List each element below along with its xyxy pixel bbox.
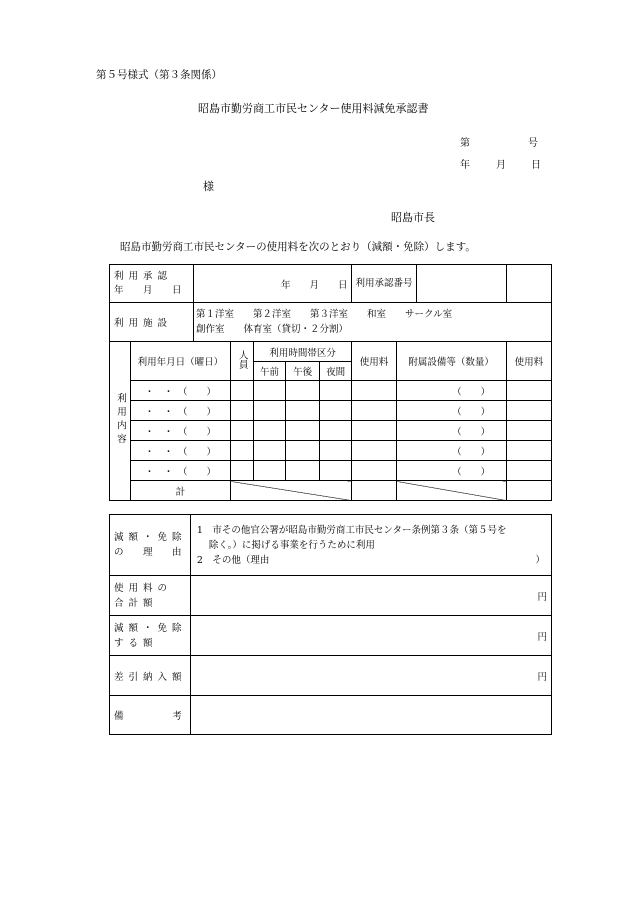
header-fee: 使用料 <box>352 342 396 381</box>
total-fee[interactable] <box>352 481 396 501</box>
row-date[interactable]: ・ ・ （ ） <box>130 421 230 441</box>
approval-number-label: 利用承認番号 <box>355 265 417 302</box>
table-row <box>110 421 552 441</box>
reason-label: 減額・免除 <box>114 532 187 543</box>
approval-number-value[interactable] <box>506 265 551 303</box>
number-go: 号 <box>528 138 538 149</box>
reason-option-2: 2 その他（理由 <box>196 554 270 566</box>
intro-text: 昭島市勤労商工市民センターの使用料を次のとおり（減額・免除）します。 <box>120 241 476 253</box>
row-date[interactable]: ・ ・ （ ） <box>130 381 230 401</box>
row-equipment[interactable]: （ ） <box>396 421 506 441</box>
remarks-value[interactable] <box>190 696 551 735</box>
reduction-amount-value[interactable]: 円 <box>190 616 551 656</box>
header-persons: 人員 <box>236 350 248 369</box>
total-fee-value[interactable]: 円 <box>190 576 551 616</box>
total-fee-label-2: 合計額 <box>114 597 158 609</box>
date-month: 月 <box>496 160 506 171</box>
reduction-amount-label-2: する額 <box>114 637 158 649</box>
net-payment-label: 差引納入額 <box>110 656 191 696</box>
facility-options-1: 第１洋室 第２洋室 第３洋室 和室 サークル室 <box>195 309 453 320</box>
row-equipment[interactable]: （ ） <box>396 401 506 421</box>
facility-options-2: 創作室 体育室（貸切・２分割） <box>195 324 348 335</box>
reason-option-1: 1 市その他官公署が昭島市勤労商工市民センター条例第３条（第５号を <box>196 524 507 536</box>
total-diagonal <box>230 481 352 501</box>
header-pm: 午後 <box>286 362 320 381</box>
reduction-table <box>109 514 552 735</box>
approval-date-value: 年 月 日 <box>193 265 351 303</box>
table-row <box>110 401 552 421</box>
form-number: 第５号様式（第３条関係） <box>96 69 222 81</box>
header-date: 利用年月日（曜日） <box>130 342 230 381</box>
remarks-label-char-2: 考 <box>172 711 182 722</box>
header-time-band: 利用時間帯区分 <box>253 342 352 362</box>
total-fee-label: 使用料の <box>114 582 173 594</box>
document-title: 昭島市勤労商工市民センター使用料減免承認書 <box>198 102 429 115</box>
usage-label: 利用内容 <box>114 392 126 447</box>
row-date[interactable]: ・ ・ （ ） <box>130 461 230 481</box>
header-equipment: 附属設備等（数量） <box>396 342 506 381</box>
row-equipment[interactable]: （ ） <box>396 461 506 481</box>
approval-date-label: 利用承認 <box>114 270 173 282</box>
reason-option-1-cont: 除く。）に掲げる事業を行うために利用 <box>208 539 375 551</box>
approval-date-label-2: 年 月 日 <box>114 284 187 296</box>
row-equipment[interactable]: （ ） <box>396 441 506 461</box>
table-row <box>110 381 552 401</box>
row-date[interactable]: ・ ・ （ ） <box>130 441 230 461</box>
header-fee-2: 使用料 <box>506 342 551 381</box>
usage-table <box>109 264 552 501</box>
header-night: 夜間 <box>319 362 352 381</box>
remarks-label-char-1: 備 <box>114 711 124 722</box>
reason-label-2: の 理 由 <box>114 547 187 558</box>
addressee-sama: 様 <box>203 180 214 193</box>
issuer-name: 昭島市長 <box>391 211 435 224</box>
row-date[interactable]: ・ ・ （ ） <box>130 401 230 421</box>
total-row <box>110 481 552 501</box>
number-dai: 第 <box>460 138 470 149</box>
total-fee-2[interactable] <box>506 481 551 501</box>
reason-option-2-close: ） <box>535 554 545 566</box>
reduction-amount-label: 減額・免除 <box>114 622 187 634</box>
net-payment-value[interactable]: 円 <box>190 656 551 696</box>
remarks-label <box>114 708 182 722</box>
facility-label: 利用施設 <box>110 303 194 342</box>
table-row <box>110 461 552 481</box>
date-day: 日 <box>531 160 541 171</box>
total-label: 計 <box>130 481 230 501</box>
date-year: 年 <box>460 160 470 171</box>
total-equip-diagonal <box>396 481 506 501</box>
table-row <box>110 441 552 461</box>
header-am: 午前 <box>253 362 286 381</box>
row-equipment[interactable]: （ ） <box>396 381 506 401</box>
